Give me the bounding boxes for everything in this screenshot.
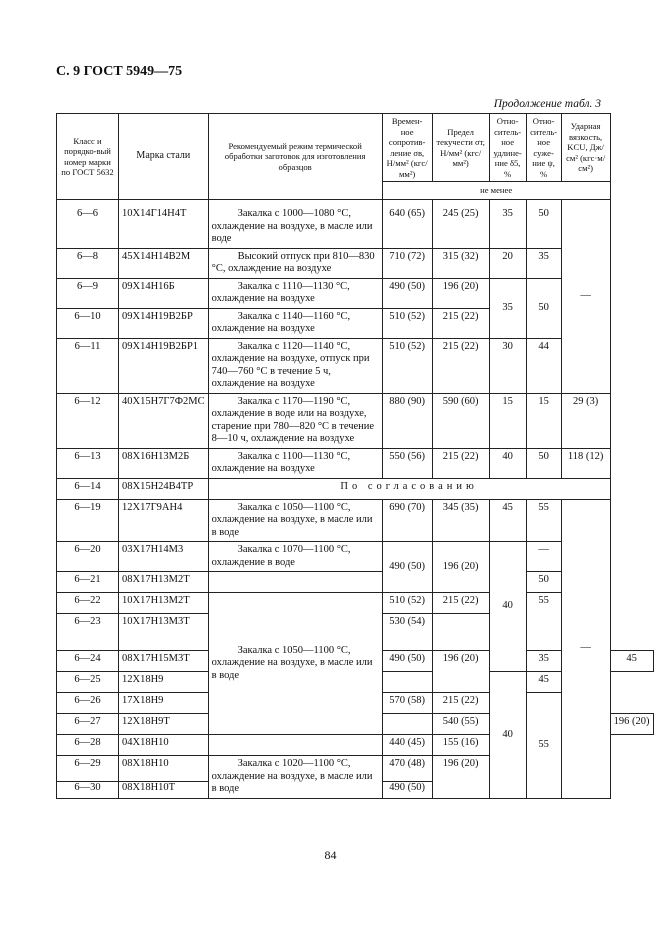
class-number: 6—30 xyxy=(57,781,119,798)
tensile-value: 570 (58) xyxy=(382,693,432,714)
class-number: 6—8 xyxy=(57,248,119,278)
steel-grade: 10Х14Г14Н4Т xyxy=(119,200,209,249)
narrowing-value: 50 xyxy=(526,448,561,478)
class-number: 6—21 xyxy=(57,572,119,593)
heat-treatment-empty xyxy=(208,735,382,756)
narrowing-value: 50 xyxy=(526,572,561,593)
class-number: 6—19 xyxy=(57,499,119,542)
elongation-value: 35 xyxy=(526,651,561,672)
col-class: Класс и порядко-вый номер марки по ГОСТ 5632 xyxy=(57,114,119,200)
steel-grade: 17Х18Н9 xyxy=(119,693,209,714)
col-impact: Ударная вязкость, KCU, Дж/см² (кгс·м/см²) xyxy=(561,114,610,182)
tensile-value: 880 (90) xyxy=(382,393,432,448)
class-number: 6—14 xyxy=(57,478,119,499)
steel-grade: 08Х18Н10Т xyxy=(119,781,209,798)
steel-grade: 09Х14Н19В2БР1 xyxy=(119,338,209,393)
narrowing-value: 15 xyxy=(526,393,561,448)
steel-grade: 12Х18Н9 xyxy=(119,672,209,693)
narrowing-value: 50 xyxy=(526,200,561,249)
yield-value: 196 (20) xyxy=(610,714,653,735)
class-number: 6—12 xyxy=(57,393,119,448)
class-number: 6—10 xyxy=(57,308,119,338)
heat-treatment: Закалка с 1100—1130 °С, охлаждение на воздухе xyxy=(208,448,382,478)
steel-grade: 09Х14Н19В2БР xyxy=(119,308,209,338)
narrowing-value: 35 xyxy=(526,248,561,278)
yield-value: 215 (22) xyxy=(432,338,489,393)
class-number: 6—20 xyxy=(57,542,119,572)
table-continuation: Продолжение табл. 3 xyxy=(493,98,601,110)
impact-value: 29 (3) xyxy=(561,393,610,448)
yield-value: 215 (22) xyxy=(432,308,489,338)
heat-treatment: Закалка с 1120—1140 °С, охлаждение на воздухе, отпуск при 740—760 °С в течение 5 ч, охлаждение на воздухе xyxy=(208,338,382,393)
tensile-value: 710 (72) xyxy=(382,248,432,278)
class-number: 6—28 xyxy=(57,735,119,756)
table-row xyxy=(57,499,654,542)
elongation-value: 15 xyxy=(489,393,526,448)
heat-treatment: Закалка с 1050—1100 °С, охлаждение на воздухе, в масле или в воде xyxy=(208,499,382,542)
class-number: 6—27 xyxy=(57,714,119,735)
elongation-value: 45 xyxy=(489,499,526,542)
heat-treatment: Закалка с 1110—1130 °С, охлаждение на воздухе xyxy=(208,278,382,308)
col-elongation: Отно-ситель-ное удлине-ние δ5, % xyxy=(489,114,526,182)
steel-grade: 40Х15Н7Г7Ф2МС xyxy=(119,393,209,448)
tensile-value: 490 (50) xyxy=(382,278,432,308)
class-number: 6—6 xyxy=(57,200,119,249)
table-row xyxy=(57,478,654,499)
page-number: 84 xyxy=(324,848,337,862)
properties-table xyxy=(56,113,654,799)
steel-grade: 45Х14Н14В2М xyxy=(119,248,209,278)
col-narrowing: Отно-ситель-ное суже-ние ψ, % xyxy=(526,114,561,182)
elongation-value: 40 xyxy=(489,542,526,672)
col-grade: Марка стали xyxy=(119,114,209,200)
table-row xyxy=(57,448,654,478)
steel-grade: 08Х17Н15М3Т xyxy=(119,651,209,672)
yield-value: 245 (25) xyxy=(432,200,489,249)
elongation-value: 20 xyxy=(489,248,526,278)
elongation-value: 30 xyxy=(489,338,526,393)
tensile-value: 490 (50) xyxy=(382,651,432,672)
steel-grade: 12Х18Н9Т xyxy=(119,714,209,735)
tensile-value: 440 (45) xyxy=(382,735,432,756)
elongation-value: 40 xyxy=(489,448,526,478)
yield-value: 155 (16) xyxy=(432,735,489,756)
yield-value: 196 (20) xyxy=(432,756,489,799)
class-number: 6—23 xyxy=(57,614,119,651)
steel-grade: 12Х17Г9АН4 xyxy=(119,499,209,542)
narrowing-value: 50 xyxy=(526,278,561,338)
heat-treatment: Высокий отпуск при 810—830 °С, охлаждение на воздухе xyxy=(208,248,382,278)
tensile-value: 690 (70) xyxy=(382,499,432,542)
yield-value: 215 (22) xyxy=(432,593,489,614)
tensile-value: 640 (65) xyxy=(382,200,432,249)
narrowing-value: 55 xyxy=(526,593,561,651)
narrowing-value: 45 xyxy=(526,672,561,693)
yield-value: 345 (35) xyxy=(432,499,489,542)
impact-value: 118 (12) xyxy=(561,448,610,478)
tensile-value: 490 (50) xyxy=(382,542,432,593)
impact-value: — xyxy=(561,200,610,394)
yield-value: 215 (22) xyxy=(432,693,489,714)
steel-grade: 08Х16Н13М2Б xyxy=(119,448,209,478)
class-number: 6—11 xyxy=(57,338,119,393)
class-number: 6—22 xyxy=(57,593,119,614)
heat-treatment: Закалка с 1070—1100 °С, охлаждение в воде xyxy=(208,542,382,572)
tensile-empty xyxy=(382,672,432,693)
class-number: 6—13 xyxy=(57,448,119,478)
narrowing-value: 55 xyxy=(526,499,561,542)
tensile-value: 510 (52) xyxy=(382,308,432,338)
tensile-value: 550 (56) xyxy=(382,448,432,478)
table-header-row xyxy=(57,114,654,182)
tensile-value: 510 (52) xyxy=(382,593,432,614)
steel-grade: 03Х17Н14М3 xyxy=(119,542,209,572)
tensile-value: 540 (55) xyxy=(432,714,489,735)
tensile-value: 530 (54) xyxy=(382,614,432,651)
col-tensile: Времен-ное сопротив-ление σв, Н/мм² (кгс/мм²) xyxy=(382,114,432,182)
yield-value: 315 (32) xyxy=(432,248,489,278)
col-treatment: Рекомендуемый режим термической обработки заготовок для изготовления образцов xyxy=(208,114,382,200)
class-number: 6—9 xyxy=(57,278,119,308)
class-number: 6—29 xyxy=(57,756,119,782)
heat-treatment-empty xyxy=(382,714,432,735)
class-number: 6—25 xyxy=(57,672,119,693)
steel-grade: 10Х17Н13М3Т xyxy=(119,614,209,651)
yield-value: 215 (22) xyxy=(432,448,489,478)
steel-grade: 10Х17Н13М2Т xyxy=(119,593,209,614)
class-number: 6—26 xyxy=(57,693,119,714)
narrowing-value: 55 xyxy=(526,693,561,799)
heat-treatment: Закалка с 1170—1190 °С, охлаждение в воде или на воздухе, старение при 780—820 °С в течение 8—10 ч, охлаждение на воздухе xyxy=(208,393,382,448)
impact-value: — xyxy=(561,499,610,798)
tensile-value: 490 (50) xyxy=(382,781,432,798)
page-header: С. 9 ГОСТ 5949—75 xyxy=(56,64,183,79)
table-row xyxy=(57,393,654,448)
heat-treatment: Закалка с 1140—1160 °С, охлаждение на воздухе xyxy=(208,308,382,338)
steel-grade: 04Х18Н10 xyxy=(119,735,209,756)
narrowing-value: — xyxy=(526,542,561,572)
class-number: 6—24 xyxy=(57,651,119,672)
steel-grade: 08Х18Н10 xyxy=(119,756,209,782)
tensile-value: 510 (52) xyxy=(382,338,432,393)
heat-treatment-empty xyxy=(208,572,382,593)
yield-value: 196 (20) xyxy=(432,651,489,693)
narrowing-value: 44 xyxy=(526,338,561,393)
yield-value: 196 (20) xyxy=(432,278,489,308)
table-row xyxy=(57,200,654,249)
heat-treatment: Закалка с 1020—1100 °С, охлаждение на воздухе, в масле или в воде xyxy=(208,756,382,799)
elongation-value: 40 xyxy=(489,672,526,799)
min-label: не менее xyxy=(382,182,610,200)
narrowing-value: 45 xyxy=(610,651,653,672)
heat-treatment: Закалка с 1050—1100 °С, охлаждение на воздухе, в масле или в воде xyxy=(208,593,382,735)
col-yield: Предел текучести σт, Н/мм² (кгс/мм²) xyxy=(432,114,489,182)
steel-grade: 08Х17Н13М2Т xyxy=(119,572,209,593)
yield-empty xyxy=(432,614,489,651)
elongation-value: 35 xyxy=(489,278,526,338)
yield-value: 196 (20) xyxy=(432,542,489,593)
elongation-value: 35 xyxy=(489,200,526,249)
steel-grade: 08Х15Н24В4ТР xyxy=(119,478,209,499)
steel-grade: 09Х14Н16Б xyxy=(119,278,209,308)
by-agreement: По согласованию xyxy=(208,478,610,499)
yield-value: 590 (60) xyxy=(432,393,489,448)
tensile-value: 470 (48) xyxy=(382,756,432,782)
heat-treatment: Закалка с 1000—1080 °С, охлаждение на воздухе, в масле или воде xyxy=(208,200,382,249)
